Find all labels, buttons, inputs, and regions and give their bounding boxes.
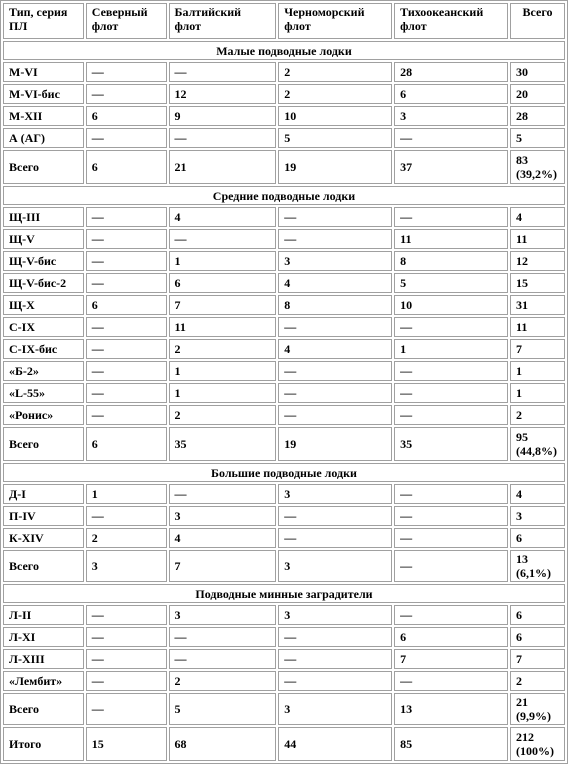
section-row	[3, 463, 565, 482]
value-cell: —	[278, 627, 392, 647]
value-cell: —	[278, 229, 392, 249]
value-cell: 95 (44,8%)	[510, 427, 565, 461]
value-cell: —	[394, 317, 508, 337]
value-cell: —	[86, 273, 167, 293]
value-cell: 31	[510, 295, 565, 315]
value-cell: —	[86, 405, 167, 425]
header-pacific: Тихоокеанский флот	[394, 3, 508, 39]
section-row	[3, 186, 565, 205]
value-cell: 68	[169, 727, 277, 761]
value-cell: 30	[510, 62, 565, 82]
value-cell: 85	[394, 727, 508, 761]
type-cell: Л-II	[3, 605, 84, 625]
value-cell: 5	[278, 128, 392, 148]
type-cell: «L-55»	[3, 383, 84, 403]
value-cell: 2	[169, 671, 277, 691]
value-cell: 6	[510, 605, 565, 625]
value-cell: —	[278, 361, 392, 381]
value-cell: —	[86, 506, 167, 526]
value-cell: 2	[278, 62, 392, 82]
value-cell: —	[86, 693, 167, 725]
value-cell: —	[278, 383, 392, 403]
value-cell: 4	[278, 339, 392, 359]
header-total: Всего	[510, 3, 565, 39]
value-cell: —	[86, 62, 167, 82]
type-cell: «Ронис»	[3, 405, 84, 425]
table-row	[3, 671, 565, 691]
table-row	[3, 528, 565, 548]
value-cell: —	[394, 528, 508, 548]
value-cell: —	[86, 649, 167, 669]
value-cell: 5	[510, 128, 565, 148]
value-cell: 4	[510, 207, 565, 227]
value-cell: 1	[169, 251, 277, 271]
value-cell: 28	[394, 62, 508, 82]
value-cell: 7	[394, 649, 508, 669]
value-cell: —	[169, 229, 277, 249]
type-cell: Всего	[3, 150, 84, 184]
type-cell: М-VI-бис	[3, 84, 84, 104]
type-cell: Всего	[3, 427, 84, 461]
value-cell: 19	[278, 150, 392, 184]
value-cell: —	[394, 605, 508, 625]
value-cell: —	[278, 649, 392, 669]
value-cell: 3	[278, 251, 392, 271]
value-cell: 2	[510, 671, 565, 691]
table-row	[3, 62, 565, 82]
table-row	[3, 627, 565, 647]
value-cell: 6	[86, 150, 167, 184]
table-row	[3, 506, 565, 526]
value-cell: —	[278, 317, 392, 337]
table-row	[3, 383, 565, 403]
type-cell: М-VI	[3, 62, 84, 82]
value-cell: —	[169, 62, 277, 82]
table-row	[3, 273, 565, 293]
value-cell: 10	[278, 106, 392, 126]
value-cell: 35	[169, 427, 277, 461]
table-row	[3, 361, 565, 381]
type-cell: Щ-X	[3, 295, 84, 315]
value-cell: 7	[510, 649, 565, 669]
value-cell: 6	[394, 627, 508, 647]
table-row	[3, 207, 565, 227]
value-cell: —	[394, 506, 508, 526]
value-cell: 11	[169, 317, 277, 337]
value-cell: —	[169, 128, 277, 148]
value-cell: 3	[278, 693, 392, 725]
value-cell: —	[394, 671, 508, 691]
section-row	[3, 584, 565, 603]
value-cell: 4	[510, 484, 565, 504]
value-cell: 212 (100%)	[510, 727, 565, 761]
value-cell: 21 (9,9%)	[510, 693, 565, 725]
value-cell: 6	[169, 273, 277, 293]
value-cell: —	[278, 671, 392, 691]
value-cell: —	[86, 317, 167, 337]
type-cell: А (АГ)	[3, 128, 84, 148]
value-cell: 4	[278, 273, 392, 293]
value-cell: 7	[169, 550, 277, 582]
value-cell: 2	[278, 84, 392, 104]
value-cell: —	[278, 207, 392, 227]
value-cell: 6	[394, 84, 508, 104]
value-cell: 2	[510, 405, 565, 425]
header-row	[3, 3, 565, 39]
value-cell: 44	[278, 727, 392, 761]
type-cell: Щ-V	[3, 229, 84, 249]
type-cell: Итого	[3, 727, 84, 761]
value-cell: —	[394, 383, 508, 403]
value-cell: 6	[510, 528, 565, 548]
header-baltic: Балтийский флот	[169, 3, 277, 39]
type-cell: «Лембит»	[3, 671, 84, 691]
type-cell: М-XII	[3, 106, 84, 126]
header-type: Тип, серия ПЛ	[3, 3, 84, 39]
value-cell: —	[278, 405, 392, 425]
table-row	[3, 339, 565, 359]
value-cell: 20	[510, 84, 565, 104]
grand-total-row	[3, 727, 565, 761]
value-cell: —	[394, 128, 508, 148]
value-cell: 3	[394, 106, 508, 126]
value-cell: —	[278, 506, 392, 526]
type-cell: Всего	[3, 693, 84, 725]
value-cell: —	[394, 361, 508, 381]
value-cell: 6	[86, 295, 167, 315]
value-cell: 6	[86, 106, 167, 126]
value-cell: 1	[510, 361, 565, 381]
section-total-row	[3, 550, 565, 582]
section-row	[3, 41, 565, 60]
value-cell: —	[86, 361, 167, 381]
value-cell: 4	[169, 207, 277, 227]
value-cell: 83 (39,2%)	[510, 150, 565, 184]
value-cell: 3	[278, 605, 392, 625]
value-cell: 7	[169, 295, 277, 315]
table-row	[3, 405, 565, 425]
value-cell: 6	[86, 427, 167, 461]
value-cell: 13	[394, 693, 508, 725]
value-cell: 2	[169, 405, 277, 425]
value-cell: 3	[169, 605, 277, 625]
value-cell: —	[86, 251, 167, 271]
value-cell: 21	[169, 150, 277, 184]
value-cell: 3	[169, 506, 277, 526]
value-cell: 28	[510, 106, 565, 126]
value-cell: 12	[510, 251, 565, 271]
value-cell: 10	[394, 295, 508, 315]
value-cell: 5	[169, 693, 277, 725]
type-cell: Л-XI	[3, 627, 84, 647]
type-cell: «Б-2»	[3, 361, 84, 381]
value-cell: —	[394, 484, 508, 504]
section-title: Большие подводные лодки	[3, 463, 565, 482]
value-cell: —	[394, 550, 508, 582]
value-cell: —	[86, 339, 167, 359]
value-cell: 4	[169, 528, 277, 548]
value-cell: —	[86, 627, 167, 647]
value-cell: 15	[510, 273, 565, 293]
value-cell: —	[86, 229, 167, 249]
table-row	[3, 229, 565, 249]
value-cell: —	[86, 84, 167, 104]
value-cell: 15	[86, 727, 167, 761]
value-cell: 8	[394, 251, 508, 271]
value-cell: 3	[86, 550, 167, 582]
value-cell: 2	[169, 339, 277, 359]
table-row	[3, 295, 565, 315]
value-cell: 11	[510, 229, 565, 249]
type-cell: С-IX	[3, 317, 84, 337]
value-cell: 1	[510, 383, 565, 403]
table-row	[3, 106, 565, 126]
table-row	[3, 128, 565, 148]
type-cell: Щ-III	[3, 207, 84, 227]
type-cell: Д-I	[3, 484, 84, 504]
value-cell: 12	[169, 84, 277, 104]
value-cell: —	[86, 605, 167, 625]
value-cell: 13 (6,1%)	[510, 550, 565, 582]
value-cell: —	[394, 207, 508, 227]
type-cell: Всего	[3, 550, 84, 582]
value-cell: —	[169, 484, 277, 504]
section-title: Подводные минные заградители	[3, 584, 565, 603]
value-cell: 1	[86, 484, 167, 504]
type-cell: Л-XIII	[3, 649, 84, 669]
value-cell: —	[394, 405, 508, 425]
value-cell: 1	[394, 339, 508, 359]
value-cell: 35	[394, 427, 508, 461]
value-cell: 3	[278, 484, 392, 504]
value-cell: 2	[86, 528, 167, 548]
value-cell: 1	[169, 361, 277, 381]
header-northern: Северный флот	[86, 3, 167, 39]
value-cell: —	[169, 649, 277, 669]
value-cell: —	[86, 207, 167, 227]
type-cell: Щ-V-бис-2	[3, 273, 84, 293]
section-total-row	[3, 150, 565, 184]
section-total-row	[3, 693, 565, 725]
value-cell: —	[169, 627, 277, 647]
value-cell: 5	[394, 273, 508, 293]
value-cell: —	[278, 528, 392, 548]
value-cell: —	[86, 383, 167, 403]
value-cell: 6	[510, 627, 565, 647]
table-row	[3, 317, 565, 337]
value-cell: 19	[278, 427, 392, 461]
value-cell: 11	[510, 317, 565, 337]
table-row	[3, 251, 565, 271]
value-cell: 9	[169, 106, 277, 126]
value-cell: —	[86, 671, 167, 691]
table-row	[3, 649, 565, 669]
value-cell: 7	[510, 339, 565, 359]
table-row	[3, 84, 565, 104]
section-title: Малые подводные лодки	[3, 41, 565, 60]
value-cell: 3	[278, 550, 392, 582]
table-row	[3, 605, 565, 625]
value-cell: 11	[394, 229, 508, 249]
type-cell: К-XIV	[3, 528, 84, 548]
table-body	[3, 41, 565, 761]
table-row	[3, 484, 565, 504]
value-cell: —	[86, 128, 167, 148]
type-cell: П-IV	[3, 506, 84, 526]
value-cell: 1	[169, 383, 277, 403]
section-total-row	[3, 427, 565, 461]
type-cell: С-IX-бис	[3, 339, 84, 359]
header-black-sea: Черноморский флот	[278, 3, 392, 39]
value-cell: 3	[510, 506, 565, 526]
section-title: Средние подводные лодки	[3, 186, 565, 205]
value-cell: 37	[394, 150, 508, 184]
value-cell: 8	[278, 295, 392, 315]
type-cell: Щ-V-бис	[3, 251, 84, 271]
